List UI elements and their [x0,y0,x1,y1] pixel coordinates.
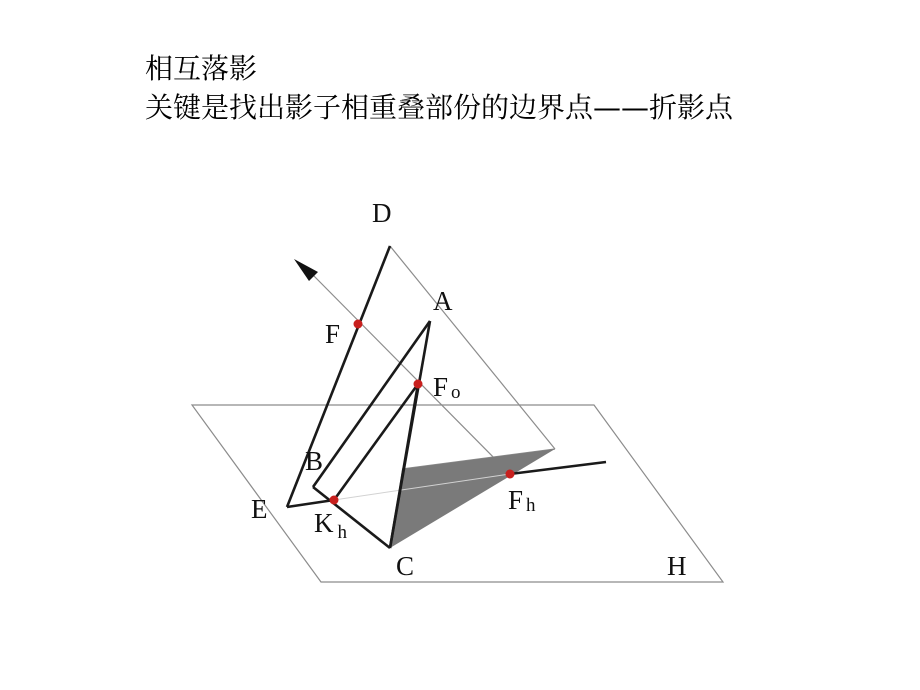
label-H: H [667,551,687,581]
plane-edge-top [390,246,555,449]
label-Fo-sub: o [451,382,461,403]
label-Kh-sub: h [337,522,347,543]
point-F [354,320,363,329]
label-F: F [325,319,341,349]
label-A: A [433,286,453,316]
plane-trace-E [287,500,334,507]
label-Fo-main: F [433,372,449,402]
point-Fh [506,470,515,479]
slide-title: 相互落影 [145,52,258,85]
point-Fo [414,380,423,389]
label-Kh-main: K [314,508,334,538]
label-D: D [372,198,392,228]
label-C: C [396,551,415,581]
label-B: B [305,446,324,476]
label-Fh [508,485,536,516]
label-Fh-sub: h [526,495,536,516]
slide-subtitle: 关键是找出影子相重叠部份的边界点——折影点 [145,91,734,124]
point-Kh [330,496,339,505]
label-Fh-main: F [508,485,524,515]
plane-edge-DE [287,246,390,507]
label-Kh [314,508,348,543]
label-E: E [251,494,268,524]
label-Fo [433,372,461,403]
light-ray-arrowhead [294,259,318,281]
